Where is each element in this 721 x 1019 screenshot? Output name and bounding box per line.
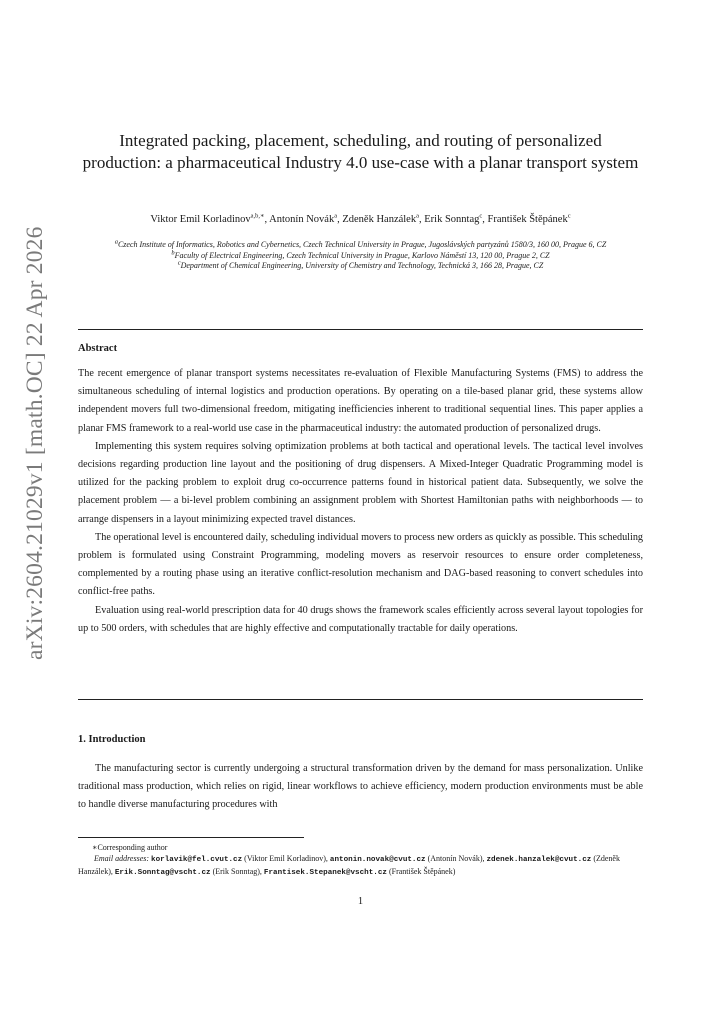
author-affiliation-mark: a	[416, 212, 419, 220]
introduction-body	[78, 760, 643, 815]
email-label: Email addresses:	[94, 854, 150, 863]
abstract-body	[78, 365, 643, 638]
page-number: 1	[357, 896, 364, 907]
affiliation-mark: b	[171, 248, 175, 256]
affiliation	[78, 261, 643, 272]
email-link[interactable]: Erik.Sonntag@vscht.cz	[114, 869, 211, 877]
abstract-bottom-rule	[78, 699, 643, 700]
author-separator: ,	[482, 214, 488, 225]
email-link[interactable]: zdenek.hanzalek@cvut.cz	[486, 856, 592, 864]
section-heading: 1. Introduction	[78, 734, 146, 745]
author-name: Erik Sonntag	[424, 214, 480, 225]
author-separator: ,	[264, 214, 270, 225]
author-name: František Štěpánek	[487, 214, 568, 225]
affiliation-text: Faculty of Electrical Engineering, Czech Technical University in Prague, Karlovo Náměstí 13, 120 00, Prague 2, CZ	[174, 250, 550, 260]
affiliation-list	[78, 240, 643, 272]
affiliation-mark: a	[114, 238, 118, 246]
affiliation	[78, 248, 643, 262]
footnote-rule	[78, 837, 304, 838]
author-name: Zdeněk Hanzálek	[342, 214, 417, 225]
author-name: Antonín Novák	[269, 214, 335, 225]
affiliation-text: Czech Institute of Informatics, Robotics and Cybernetics, Czech Technical University in Prague, Jugoslávských partyzánů 1580/3, 160 00, Prague 6, CZ	[117, 240, 607, 249]
email-owner: (Antonín Novák),	[427, 854, 487, 863]
author-affiliation-mark: c	[479, 212, 483, 220]
email-owner: (František Štěpánek)	[388, 867, 456, 876]
affiliation-text: Department of Chemical Engineering, University of Chemistry and Technology, Technická 3, 166 28, Prague, CZ	[180, 261, 544, 270]
email-link[interactable]: antonin.novak@cvut.cz	[329, 856, 426, 864]
email-link[interactable]: korlavik@fel.cvut.cz	[151, 856, 243, 864]
email-owner: (Viktor Emil Korladinov),	[244, 854, 330, 863]
author-affiliation-mark: a	[334, 212, 338, 220]
abstract-paragraph: The recent emergence of planar transport systems necessitates re-evaluation of Flexible Manufacturing Systems (FMS) to address the simultaneous scheduling of internal logistics and production operations. By operating on a tile-based planar grid, these systems allow independent movers full two-dimensional freedom, mitigating inefficiencies inherent to traditional sequential lines. This paper applies a planar FMS framework to a real-world use case in the pharmaceutical industry: the automated production of personalized drugs.	[78, 368, 643, 434]
affiliation-mark: c	[177, 259, 181, 267]
abstract-heading: Abstract	[78, 343, 118, 354]
footnote	[78, 842, 643, 879]
author-separator: ,	[337, 214, 343, 225]
email-link[interactable]: Frantisek.Stepanek@vscht.cz	[263, 869, 387, 877]
affiliation	[78, 240, 643, 251]
author-name: Viktor Emil Korladinov	[150, 214, 251, 225]
arxiv-identifier: arXiv:2604.21029v1 [math.OC] 22 Apr 2026	[22, 226, 48, 660]
email-owner: (Erik Sonntag),	[212, 867, 264, 876]
author-affiliation-mark: a,b,∗	[250, 212, 265, 220]
abstract-top-rule	[78, 329, 643, 330]
introduction-paragraph: The manufacturing sector is currently undergoing a structural transformation driven by the demand for mass personalization. Unlike traditional mass production, which relies on rigid, linear workflows to achieve efficiency, modern production environments must be able to handle diverse manufacturing procedures with	[78, 763, 643, 811]
abstract-paragraph: Implementing this system requires solving optimization problems at both tactical and operational levels. The tactical level involves decisions regarding production line layout and the positioning of drug dispensers. A Mixed-Integer Quadratic Programming model is utilized for the packing problem to exploit drug co-occurrence patterns found in historical patient data. Subsequently, we solve the placement problem — a bi-level problem combining an assignment problem with Shortest Hamiltonian paths with neighborhoods — to arrange dispensers in a layout minimizing expected travel distances.	[78, 440, 643, 525]
abstract-paragraph: The operational level is encountered daily, scheduling individual movers to process new orders as quickly as possible. This scheduling problem is formulated using Constraint Programming, modeling movers as reservoir resources to ensure order completeness, complemented by a routing phase using an iterative conflict-resolution mechanism and DAG-based reasoning to convert schedules into conflict-free paths.	[78, 531, 644, 598]
abstract-paragraph: Evaluation using real-world prescription data for 40 drugs shows the framework scales efficiently across several layout topologies for up to 500 orders, with schedules that are highly effective and computationally tractable for daily operations.	[78, 604, 643, 634]
email-owner: (Zdeněk Hanzálek),	[78, 854, 620, 876]
author-list	[78, 214, 643, 225]
email-addresses	[78, 853, 643, 879]
author-affiliation-mark: c	[567, 212, 571, 220]
author-separator: ,	[419, 214, 425, 225]
corresponding-author-note: ∗Corresponding author	[92, 843, 168, 852]
paper-title: Integrated packing, placement, scheduling, and routing of personalized production: a pharmaceutical Industry 4.0 use-case with a planar transport system	[82, 131, 639, 172]
